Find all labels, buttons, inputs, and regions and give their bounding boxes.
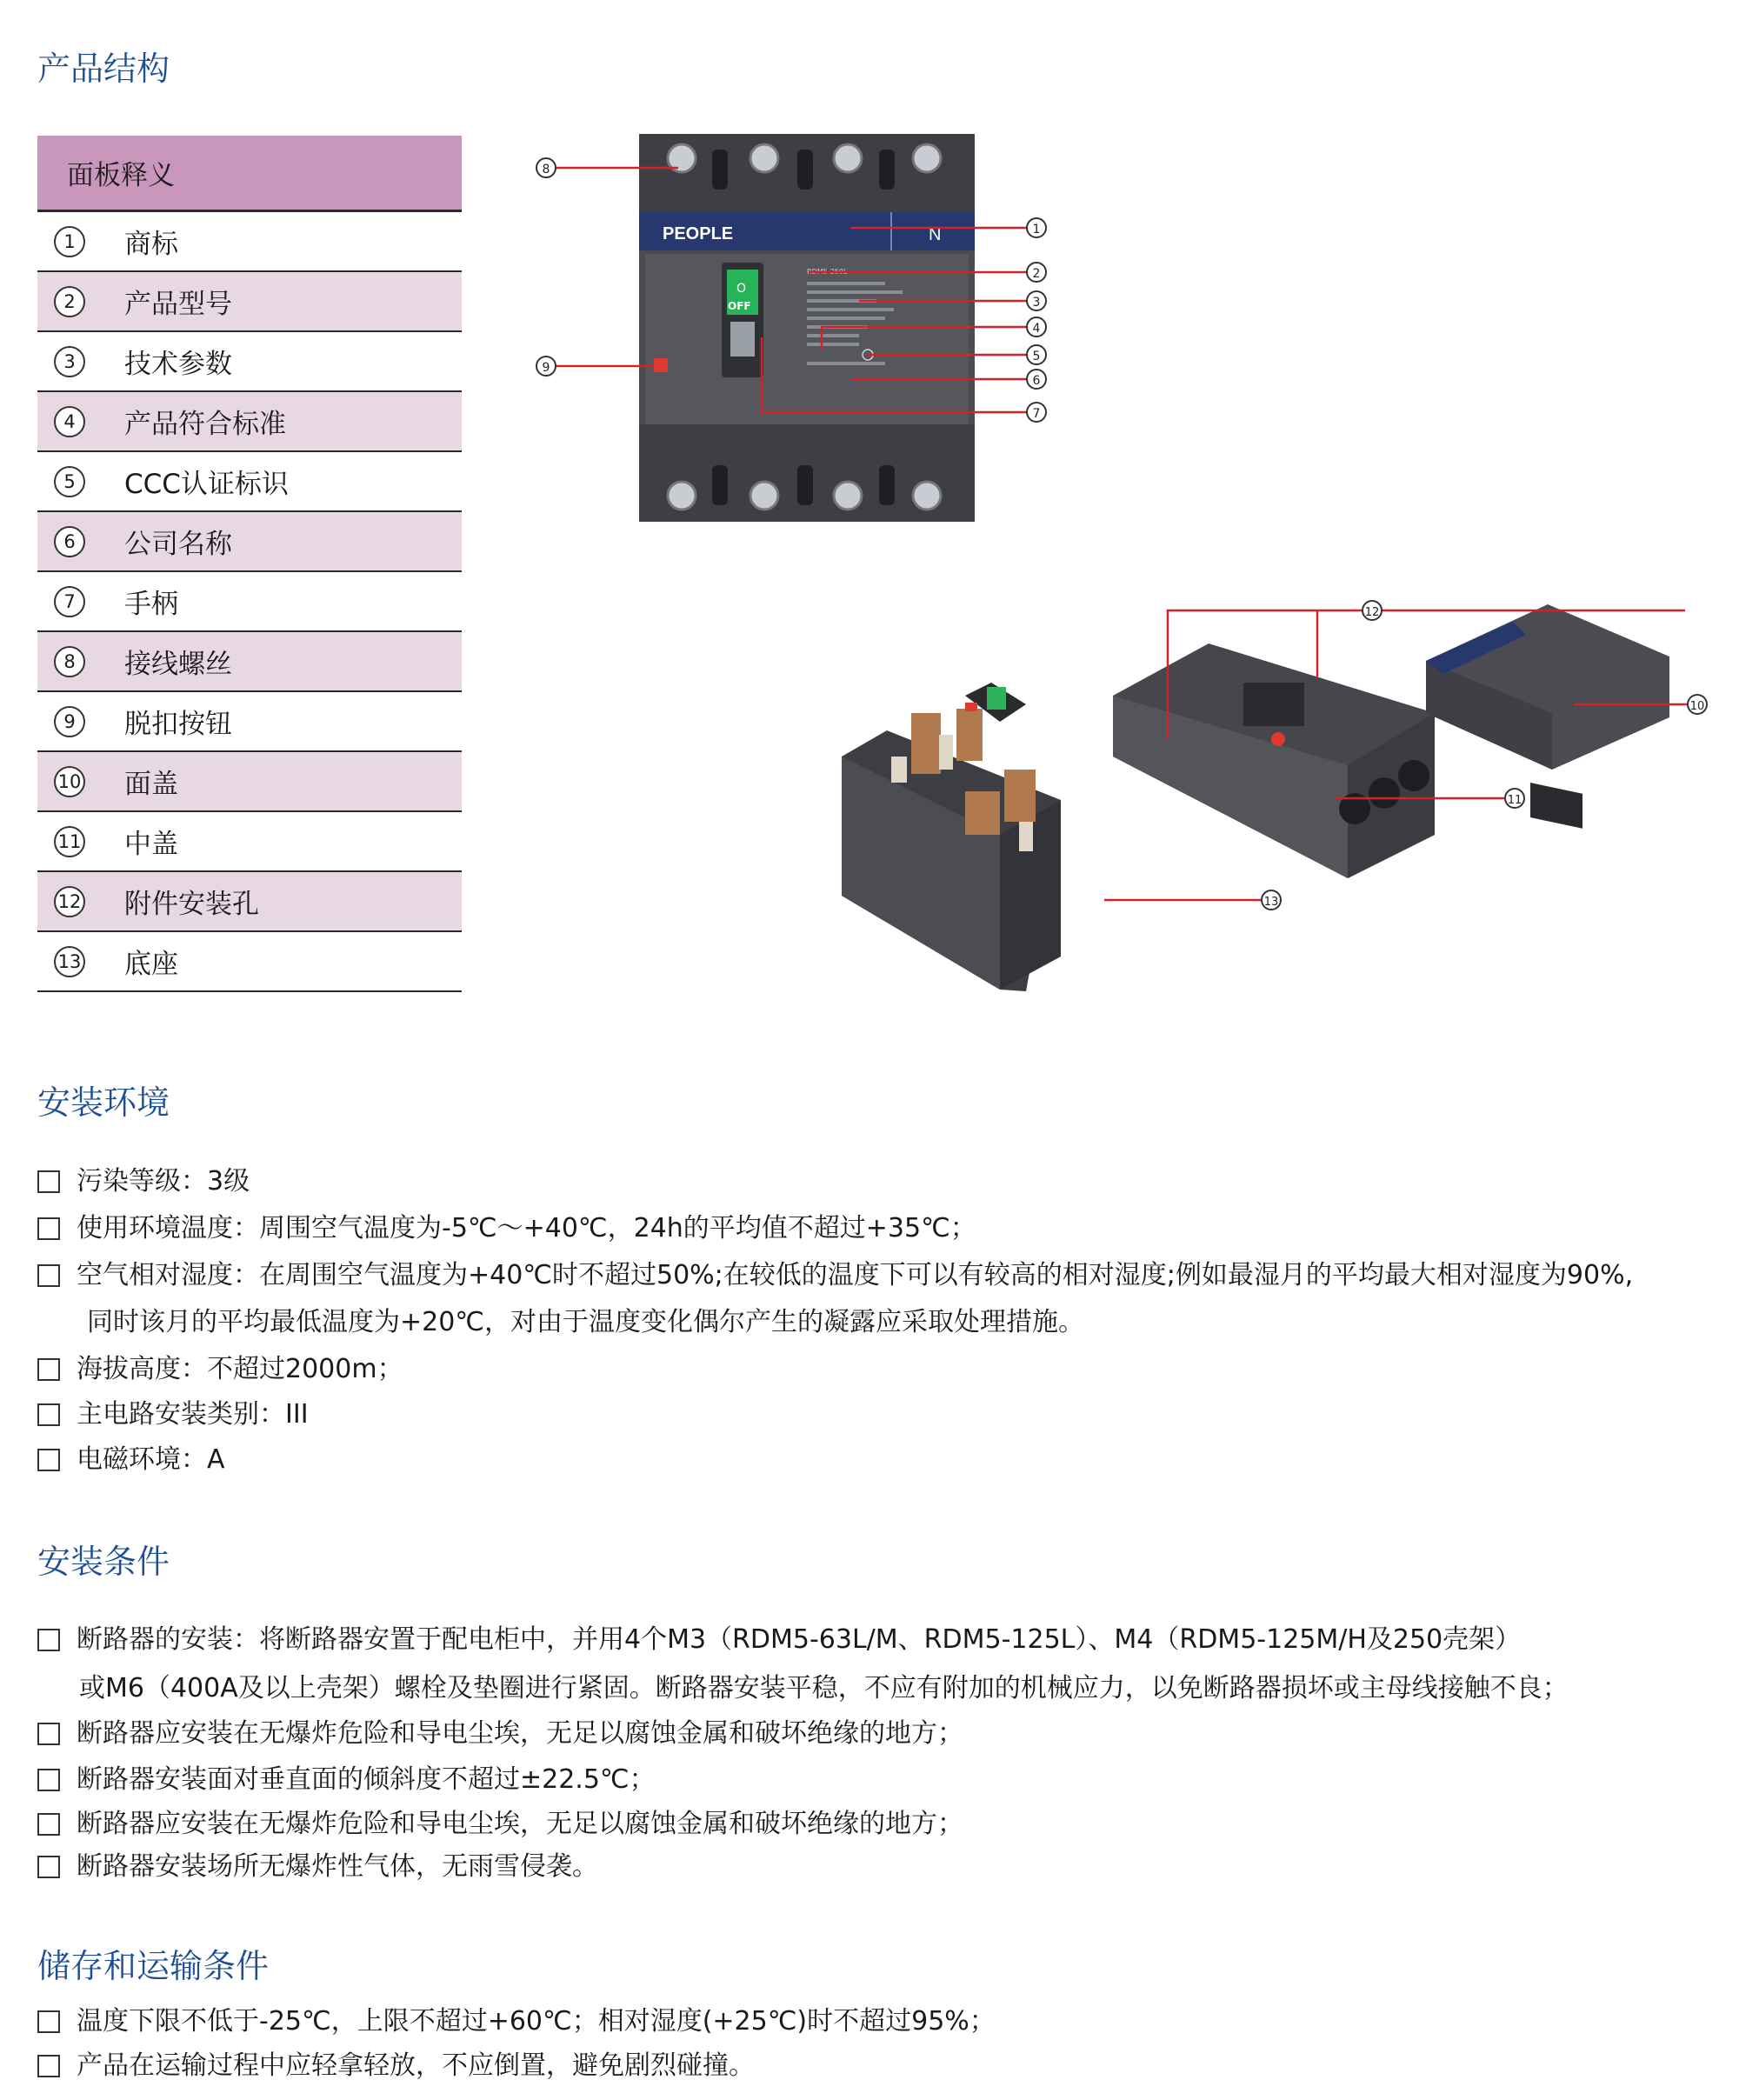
list-item: 产品在运输过程中应轻拿轻放，不应倒置，避免剧烈碰撞。 xyxy=(37,2049,755,2083)
panel-legend-row xyxy=(37,932,462,992)
legend-label: 产品符合标准 xyxy=(124,409,286,440)
list-item: 污染等级：3级 xyxy=(37,1164,250,1199)
list-item: 断路器安装场所无爆炸性气体，无雨雪侵袭。 xyxy=(37,1850,598,1884)
panel-legend-row xyxy=(37,392,462,452)
list-item: 使用环境温度：周围空气温度为-5℃～+40℃，24h的平均值不超过+35℃； xyxy=(37,1211,976,1246)
checkbox-icon xyxy=(37,1723,60,1745)
callout-6 xyxy=(1027,370,1046,389)
middle-cover-component xyxy=(1113,643,1435,878)
checkbox-icon xyxy=(37,1449,60,1471)
legend-number-badge: 13 xyxy=(54,946,85,977)
panel-legend-row xyxy=(37,812,462,872)
panel-legend-row xyxy=(37,572,462,632)
callout-7 xyxy=(1027,403,1046,422)
pole-label-n: N xyxy=(929,225,942,244)
svg-text:3: 3 xyxy=(1032,296,1041,310)
legend-number-badge: 3 xyxy=(54,346,85,377)
list-item: 温度下限不低于-25℃，上限不超过+60℃；相对湿度(+25℃)时不超过95%； xyxy=(37,2004,996,2039)
panel-legend-row xyxy=(37,452,462,512)
legend-number-badge: 10 xyxy=(54,766,85,797)
svg-text:1: 1 xyxy=(1032,223,1041,237)
list-item: 断路器应安装在无爆炸危险和导电尘埃，无足以腐蚀金属和破坏绝缘的地方； xyxy=(37,1717,963,1751)
base-component xyxy=(842,683,1061,991)
legend-number-badge: 9 xyxy=(54,706,85,737)
panel-legend-row xyxy=(37,632,462,692)
brand-logo-text: PEOPLE xyxy=(663,224,734,243)
legend-number-badge: 12 xyxy=(54,886,85,917)
checkbox-icon xyxy=(37,1217,60,1240)
legend-label: 中盖 xyxy=(124,829,178,860)
callout-11 xyxy=(1505,789,1524,808)
list-item: 断路器应安装在无爆炸危险和导电尘埃，无足以腐蚀金属和破坏绝缘的地方； xyxy=(37,1807,963,1842)
legend-label: 公司名称 xyxy=(124,529,232,560)
panel-legend-table xyxy=(37,136,462,992)
svg-text:9: 9 xyxy=(542,361,550,375)
panel-legend-row xyxy=(37,512,462,572)
panel-legend-row xyxy=(37,692,462,752)
svg-text:OFF: OFF xyxy=(728,300,751,312)
svg-text:4: 4 xyxy=(1032,322,1041,336)
legend-number-badge: 11 xyxy=(54,826,85,857)
checkbox-icon xyxy=(37,1813,60,1836)
callout-5 xyxy=(1027,345,1046,364)
checkbox-icon xyxy=(37,2055,60,2077)
list-item: 断路器的安装：将断路器安置于配电柜中，并用4个M3（RDM5-63L/M、RDM5-125L）、M4（RDM5-125M/H及250壳架） xyxy=(37,1623,1521,1657)
svg-text:2: 2 xyxy=(1032,267,1041,281)
checkbox-icon xyxy=(37,2010,60,2033)
svg-text:12: 12 xyxy=(1364,606,1380,619)
list-item-continuation: 同时该月的平均最低温度为+20℃，对由于温度变化偶尔产生的凝露应采取处理措施。 xyxy=(87,1307,1085,1337)
legend-label: 底座 xyxy=(124,949,178,980)
legend-number-badge: 7 xyxy=(54,586,85,617)
panel-legend-row xyxy=(37,752,462,812)
legend-label: 附件安装孔 xyxy=(124,889,259,920)
model-number-text: RDM5-250L xyxy=(807,268,848,276)
legend-number-badge: 5 xyxy=(54,466,85,497)
section-title-structure: 产品结构 xyxy=(37,50,170,88)
svg-text:7: 7 xyxy=(1032,407,1041,421)
list-item: 电磁环境：A xyxy=(37,1443,225,1477)
legend-label: 技术参数 xyxy=(124,349,232,380)
legend-number-badge: 1 xyxy=(54,226,85,257)
svg-text:11: 11 xyxy=(1507,794,1522,807)
list-item: 断路器安装面对垂直面的倾斜度不超过±22.5℃； xyxy=(37,1763,656,1797)
panel-legend-row xyxy=(37,872,462,932)
trip-button xyxy=(654,358,668,372)
svg-text:5: 5 xyxy=(1032,350,1041,363)
legend-label: 接线螺丝 xyxy=(124,649,232,680)
legend-number-badge: 8 xyxy=(54,646,85,677)
list-item: 空气相对湿度：在周围空气温度为+40℃时不超过50%;在较低的温度下可以有较高的相对湿度;例如最湿月的平均最大相对湿度为90%, xyxy=(37,1258,1633,1293)
legend-label: 脱扣按钮 xyxy=(124,709,232,740)
panel-legend-header: 面板释义 xyxy=(37,136,462,212)
checkbox-icon xyxy=(37,1170,60,1193)
face-cover-component xyxy=(1426,604,1669,829)
checkbox-icon xyxy=(37,1629,60,1651)
panel-legend-row xyxy=(37,332,462,392)
legend-label: CCC认证标识 xyxy=(124,469,289,500)
checkbox-icon xyxy=(37,1264,60,1287)
legend-label: 面盖 xyxy=(124,769,178,800)
breaker-exploded-view-image xyxy=(835,583,1713,1000)
checkbox-icon xyxy=(37,1856,60,1878)
section-title-conditions: 安装条件 xyxy=(37,1543,170,1581)
svg-text:8: 8 xyxy=(542,163,550,177)
list-item-continuation: 或M6（400A及以上壳架）螺栓及垫圈进行紧固。断路器安装平稳，不应有附加的机械应力，以免断路器损坏或主母线接触不良； xyxy=(79,1673,1569,1703)
callout-4 xyxy=(1027,317,1046,337)
checkbox-icon xyxy=(37,1769,60,1791)
svg-text:6: 6 xyxy=(1032,374,1041,388)
legend-number-badge: 2 xyxy=(54,286,85,317)
section-title-environment: 安装环境 xyxy=(37,1083,170,1122)
callout-3 xyxy=(1027,291,1046,310)
list-item: 主电路安装类别：III xyxy=(37,1397,309,1432)
panel-legend-row xyxy=(37,212,462,272)
checkbox-icon xyxy=(37,1358,60,1381)
legend-number-badge: 6 xyxy=(54,526,85,557)
legend-label: 商标 xyxy=(124,229,178,260)
callout-12 xyxy=(1363,601,1382,620)
legend-number-badge: 4 xyxy=(54,406,85,437)
callout-13 xyxy=(1262,890,1281,910)
list-item: 海拔高度：不超过2000m； xyxy=(37,1352,403,1387)
callout-10 xyxy=(1688,695,1707,714)
checkbox-icon xyxy=(37,1403,60,1426)
panel-legend-row xyxy=(37,272,462,332)
legend-label: 手柄 xyxy=(124,589,178,620)
svg-text:13: 13 xyxy=(1263,896,1279,909)
callout-2 xyxy=(1027,263,1046,282)
callout-9 xyxy=(536,357,556,376)
legend-label: 产品型号 xyxy=(124,289,232,320)
breaker-front-view-image xyxy=(522,130,1078,530)
section-title-storage: 储存和运输条件 xyxy=(37,1947,270,1985)
callout-1 xyxy=(1027,218,1046,237)
callout-8 xyxy=(536,158,556,177)
svg-text:O: O xyxy=(736,282,747,296)
svg-text:10: 10 xyxy=(1689,700,1705,713)
